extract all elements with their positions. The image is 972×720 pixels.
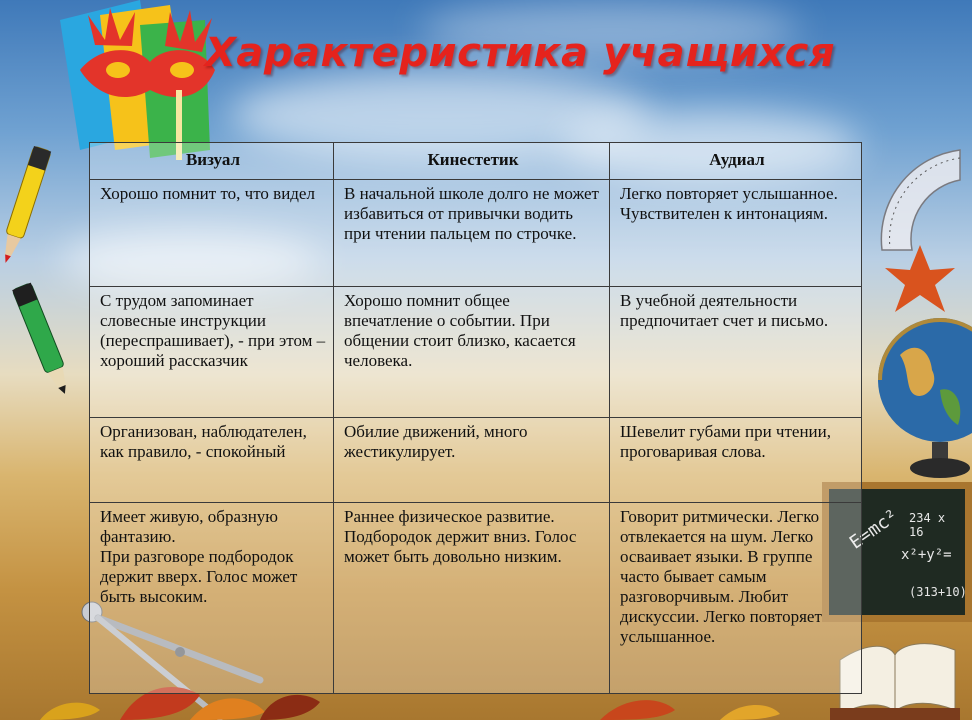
table-cell: Шевелит губами при чтении, проговаривая слова. [610, 418, 862, 503]
table-cell: Хорошо помнит общее впечатление о событии. При общении стоит близко, касается человека. [334, 287, 610, 418]
table-row [90, 287, 862, 418]
characteristics-table [89, 142, 862, 694]
yellow-marker-icon [0, 138, 50, 268]
table-header-row [90, 143, 862, 180]
table-cell: Имеет живую, образную фантазию. При разговоре подбородок держит вверх. Голос может быть высоким. [90, 503, 334, 694]
autumn-leaf-icon [880, 240, 960, 320]
chalk-formula: (313+10) [909, 585, 967, 599]
green-marker-icon [8, 272, 78, 402]
table-row [90, 418, 862, 503]
column-header-auditory: Аудиал [610, 143, 862, 180]
table-cell: С трудом запоминает словесные инструкции (переспрашивает), - при этом – хороший рассказчик [90, 287, 334, 418]
table-cell: Хорошо помнит то, что видел [90, 180, 334, 287]
chalk-formula: E=mc² [845, 505, 903, 554]
table-cell: Раннее физическое развитие. Подбородок держит вниз. Голос может быть довольно низким. [334, 503, 610, 694]
chalk-formula: x²+y²= [901, 547, 952, 563]
table-cell: В учебной деятельности предпочитает счет и письмо. [610, 287, 862, 418]
page-title: Характеристика учащихся [205, 30, 836, 76]
globe-icon [870, 310, 960, 490]
table-cell: В начальной школе долго не может избавиться от привычки водить при чтении пальцем по строчке. [334, 180, 610, 287]
column-header-kinesthetic: Кинестетик [334, 143, 610, 180]
table-row [90, 180, 862, 287]
table-cell: Легко повторяет услышанное. Чувствителен к интонациям. [610, 180, 862, 287]
column-header-visual: Визуал [90, 143, 334, 180]
table-cell: Организован, наблюдателен, как правило, - спокойный [90, 418, 334, 503]
table-row [90, 503, 862, 694]
table-cell: Обилие движений, много жестикулирует. [334, 418, 610, 503]
table-cell: Говорит ритмически. Легко отвлекается на шум. Легко осваивает языки. В группе часто бывает самым разговорчивым. Любит дискуссии. Легко повторяет услышанное. [610, 503, 862, 694]
chalk-formula: 234 x 16 [909, 511, 946, 539]
